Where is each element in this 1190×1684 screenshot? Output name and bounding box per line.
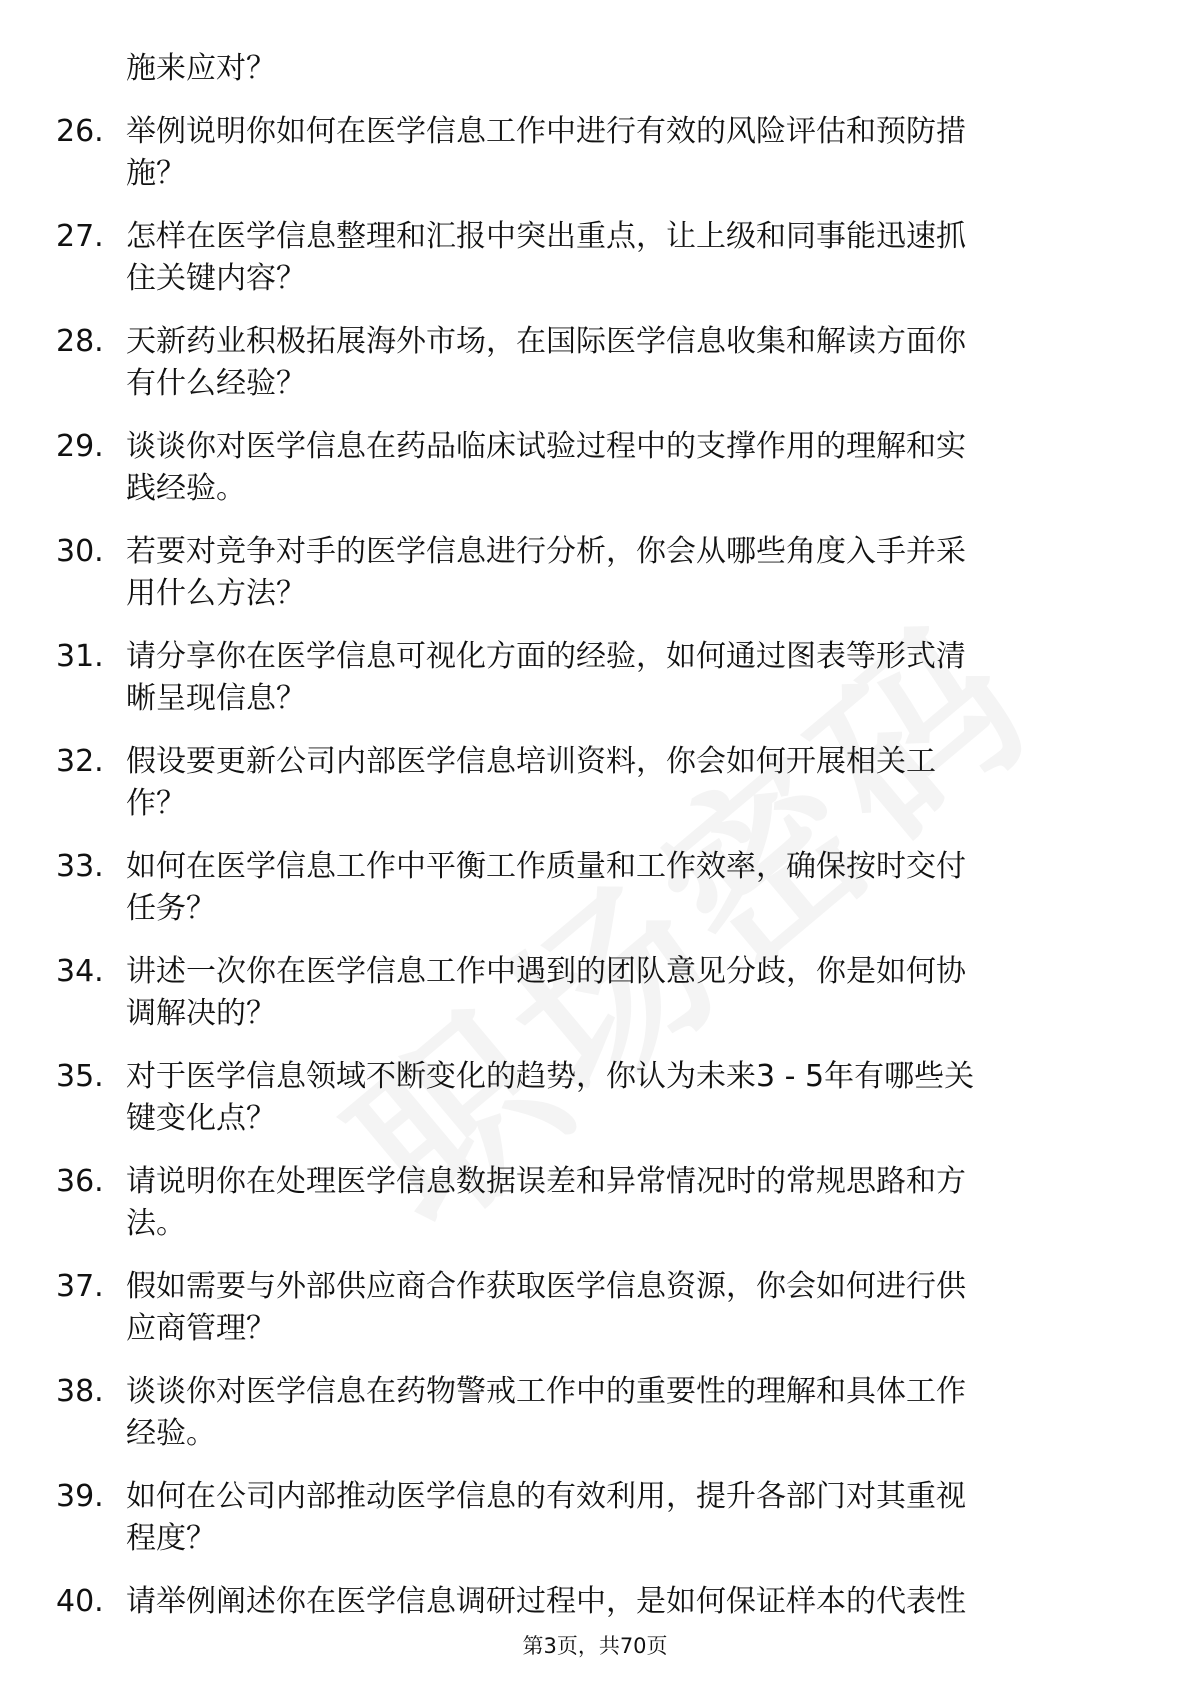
question-text-line: 任务？ <box>126 891 216 926</box>
question-text-line: 晰呈现信息？ <box>126 681 306 716</box>
question-item <box>0 1056 1190 1140</box>
question-text-line: 键变化点？ <box>126 1101 276 1136</box>
question-text-line: 作？ <box>126 786 186 821</box>
question-item <box>0 111 1190 195</box>
question-text-line: 怎样在医学信息整理和汇报中突出重点，让上级和同事能迅速抓 <box>126 219 966 254</box>
question-text <box>126 426 1126 510</box>
question-item <box>0 1581 1190 1623</box>
question-text-line: 天新药业积极拓展海外市场，在国际医学信息收集和解读方面你 <box>126 324 966 359</box>
question-item <box>0 531 1190 615</box>
question-text <box>126 1056 1126 1140</box>
question-text-line: 如何在医学信息工作中平衡工作质量和工作效率，确保按时交付 <box>126 849 966 884</box>
question-text-line: 践经验。 <box>126 471 246 506</box>
question-text-line: 谈谈你对医学信息在药品临床试验过程中的支撑作用的理解和实 <box>126 429 966 464</box>
question-number: 31. <box>56 639 104 674</box>
question-text-line: 请分享你在医学信息可视化方面的经验，如何通过图表等形式清 <box>126 639 966 674</box>
question-number: 37. <box>56 1269 104 1304</box>
question-text-line: 讲述一次你在医学信息工作中遇到的团队意见分歧，你是如何协 <box>126 954 966 989</box>
question-item <box>0 1266 1190 1350</box>
question-number: 36. <box>56 1164 104 1199</box>
question-text-line: 施？ <box>126 156 186 191</box>
question-text <box>126 1581 1126 1623</box>
question-item <box>0 636 1190 720</box>
question-item <box>0 1476 1190 1560</box>
question-text <box>126 111 1126 195</box>
question-text-line: 对于医学信息领域不断变化的趋势，你认为未来3 - 5年有哪些关 <box>126 1059 975 1094</box>
items-container <box>0 111 1190 1623</box>
question-number: 27. <box>56 219 104 254</box>
question-list <box>0 48 1190 1623</box>
question-item <box>0 216 1190 300</box>
question-item <box>0 321 1190 405</box>
question-number: 39. <box>56 1479 104 1514</box>
question-text-line: 应商管理？ <box>126 1311 276 1346</box>
question-text-line: 住关键内容？ <box>126 261 306 296</box>
question-number: 33. <box>56 849 104 884</box>
question-text <box>126 1371 1126 1455</box>
question-number: 28. <box>56 324 104 359</box>
question-text-line: 有什么经验？ <box>126 366 306 401</box>
question-text-line: 用什么方法？ <box>126 576 306 611</box>
question-text <box>126 951 1126 1035</box>
question-number: 29. <box>56 429 104 464</box>
question-text <box>126 1476 1126 1560</box>
question-number: 35. <box>56 1059 104 1094</box>
question-item <box>0 846 1190 930</box>
question-text-line: 请说明你在处理医学信息数据误差和异常情况时的常规思路和方 <box>126 1164 966 1199</box>
question-item <box>0 426 1190 510</box>
question-text <box>126 321 1126 405</box>
question-text-line: 法。 <box>126 1206 186 1241</box>
question-item <box>0 1371 1190 1455</box>
question-text-line: 调解决的？ <box>126 996 276 1031</box>
question-text-line: 举例说明你如何在医学信息工作中进行有效的风险评估和预防措 <box>126 114 966 149</box>
question-text-line: 假如需要与外部供应商合作获取医学信息资源，你会如何进行供 <box>126 1269 966 1304</box>
question-item <box>0 741 1190 825</box>
question-text-line: 请举例阐述你在医学信息调研过程中，是如何保证样本的代表性 <box>126 1584 966 1619</box>
question-text-line: 谈谈你对医学信息在药物警戒工作中的重要性的理解和具体工作 <box>126 1374 966 1409</box>
question-text-line: 经验。 <box>126 1416 216 1451</box>
question-number: 30. <box>56 534 104 569</box>
page-footer: 第3页，共70页 <box>522 1634 668 1658</box>
question-number: 26. <box>56 114 104 149</box>
question-text <box>126 531 1126 615</box>
question-text <box>126 1161 1126 1245</box>
question-text-line: 如何在公司内部推动医学信息的有效利用，提升各部门对其重视 <box>126 1479 966 1514</box>
question-text-line: 若要对竞争对手的医学信息进行分析，你会从哪些角度入手并采 <box>126 534 966 569</box>
question-item <box>0 1161 1190 1245</box>
question-item <box>0 951 1190 1035</box>
question-text <box>126 216 1126 300</box>
question-text <box>126 741 1126 825</box>
question-number: 32. <box>56 744 104 779</box>
question-text <box>126 846 1126 930</box>
question-number: 38. <box>56 1374 104 1409</box>
question-number: 40. <box>56 1584 104 1619</box>
question-text <box>126 1266 1126 1350</box>
question-text-line: 假设要更新公司内部医学信息培训资料，你会如何开展相关工 <box>126 744 936 779</box>
continued-question-line: 施来应对？ <box>126 51 276 86</box>
question-text-line: 程度？ <box>126 1521 216 1556</box>
question-number: 34. <box>56 954 104 989</box>
question-text <box>126 636 1126 720</box>
